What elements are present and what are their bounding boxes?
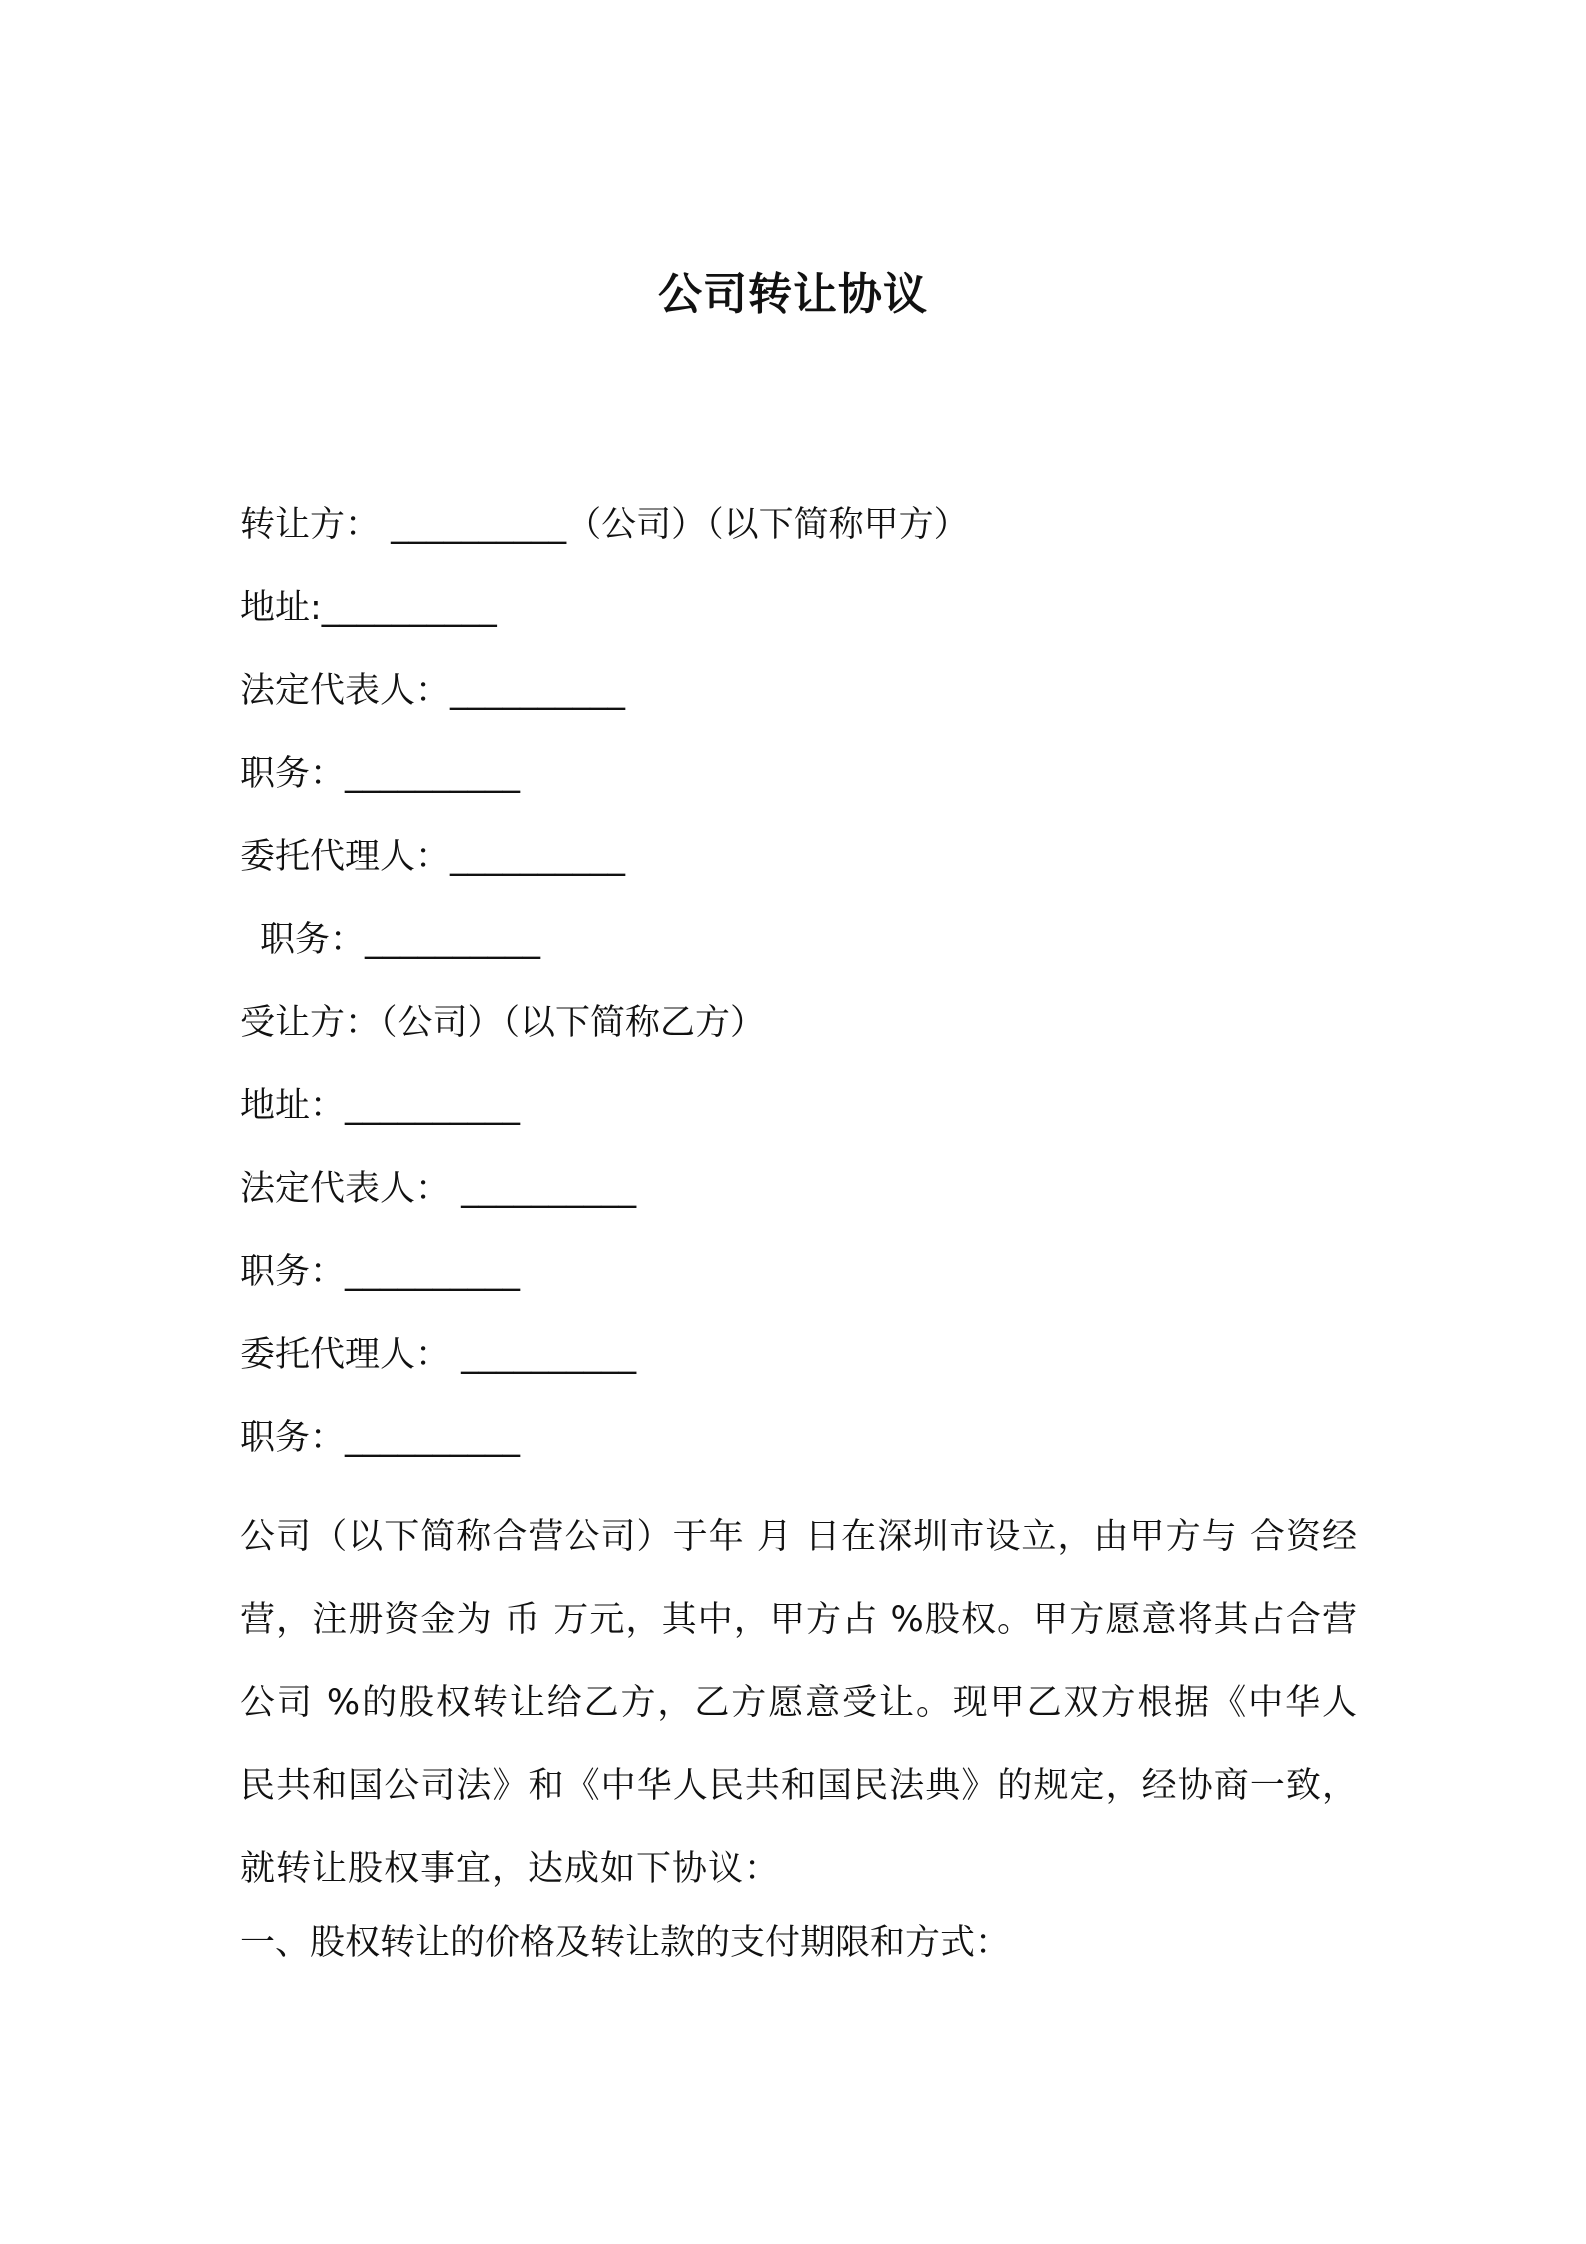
transferor-position: 职务：__________ bbox=[240, 754, 521, 794]
transferee-party: 受让方：（公司）（以下简称乙方） bbox=[240, 1003, 766, 1043]
transferor-agent: 委托代理人：__________ bbox=[240, 837, 626, 877]
transferee-agent-position: 职务：__________ bbox=[240, 1418, 521, 1458]
document-title: 公司转让协议 bbox=[658, 269, 928, 320]
transferee-agent: 委托代理人： __________ bbox=[240, 1335, 637, 1375]
transferor-legal-representative: 法定代表人：__________ bbox=[240, 671, 626, 711]
transferor-agent-position: 职务：__________ bbox=[260, 920, 541, 960]
preamble-paragraph: 公司（以下简称合营公司）于年 月 日在深圳市设立，由甲方与 合资经营，注册资金为 币 万元，其中，甲方占 %股权。甲方愿意将其占合营公司 %的股权转让给乙方，乙方愿意受让。现甲乙双方根据《中华人民共和国公司法》和《中华人民共和国民法典》的规定，经协商一致，就转让股权事宜，达成如下协议： bbox=[240, 1517, 1358, 1889]
transferee-address: 地址：__________ bbox=[240, 1086, 521, 1126]
transferor-address: 地址:__________ bbox=[240, 588, 497, 628]
transferee-legal-representative: 法定代表人： __________ bbox=[240, 1169, 637, 1209]
transferor-party: 转让方： __________（公司）（以下简称甲方） bbox=[240, 505, 969, 545]
section-1-heading: 一、股权转让的价格及转让款的支付期限和方式： bbox=[240, 1923, 1011, 1963]
transferee-position: 职务：__________ bbox=[240, 1252, 521, 1292]
